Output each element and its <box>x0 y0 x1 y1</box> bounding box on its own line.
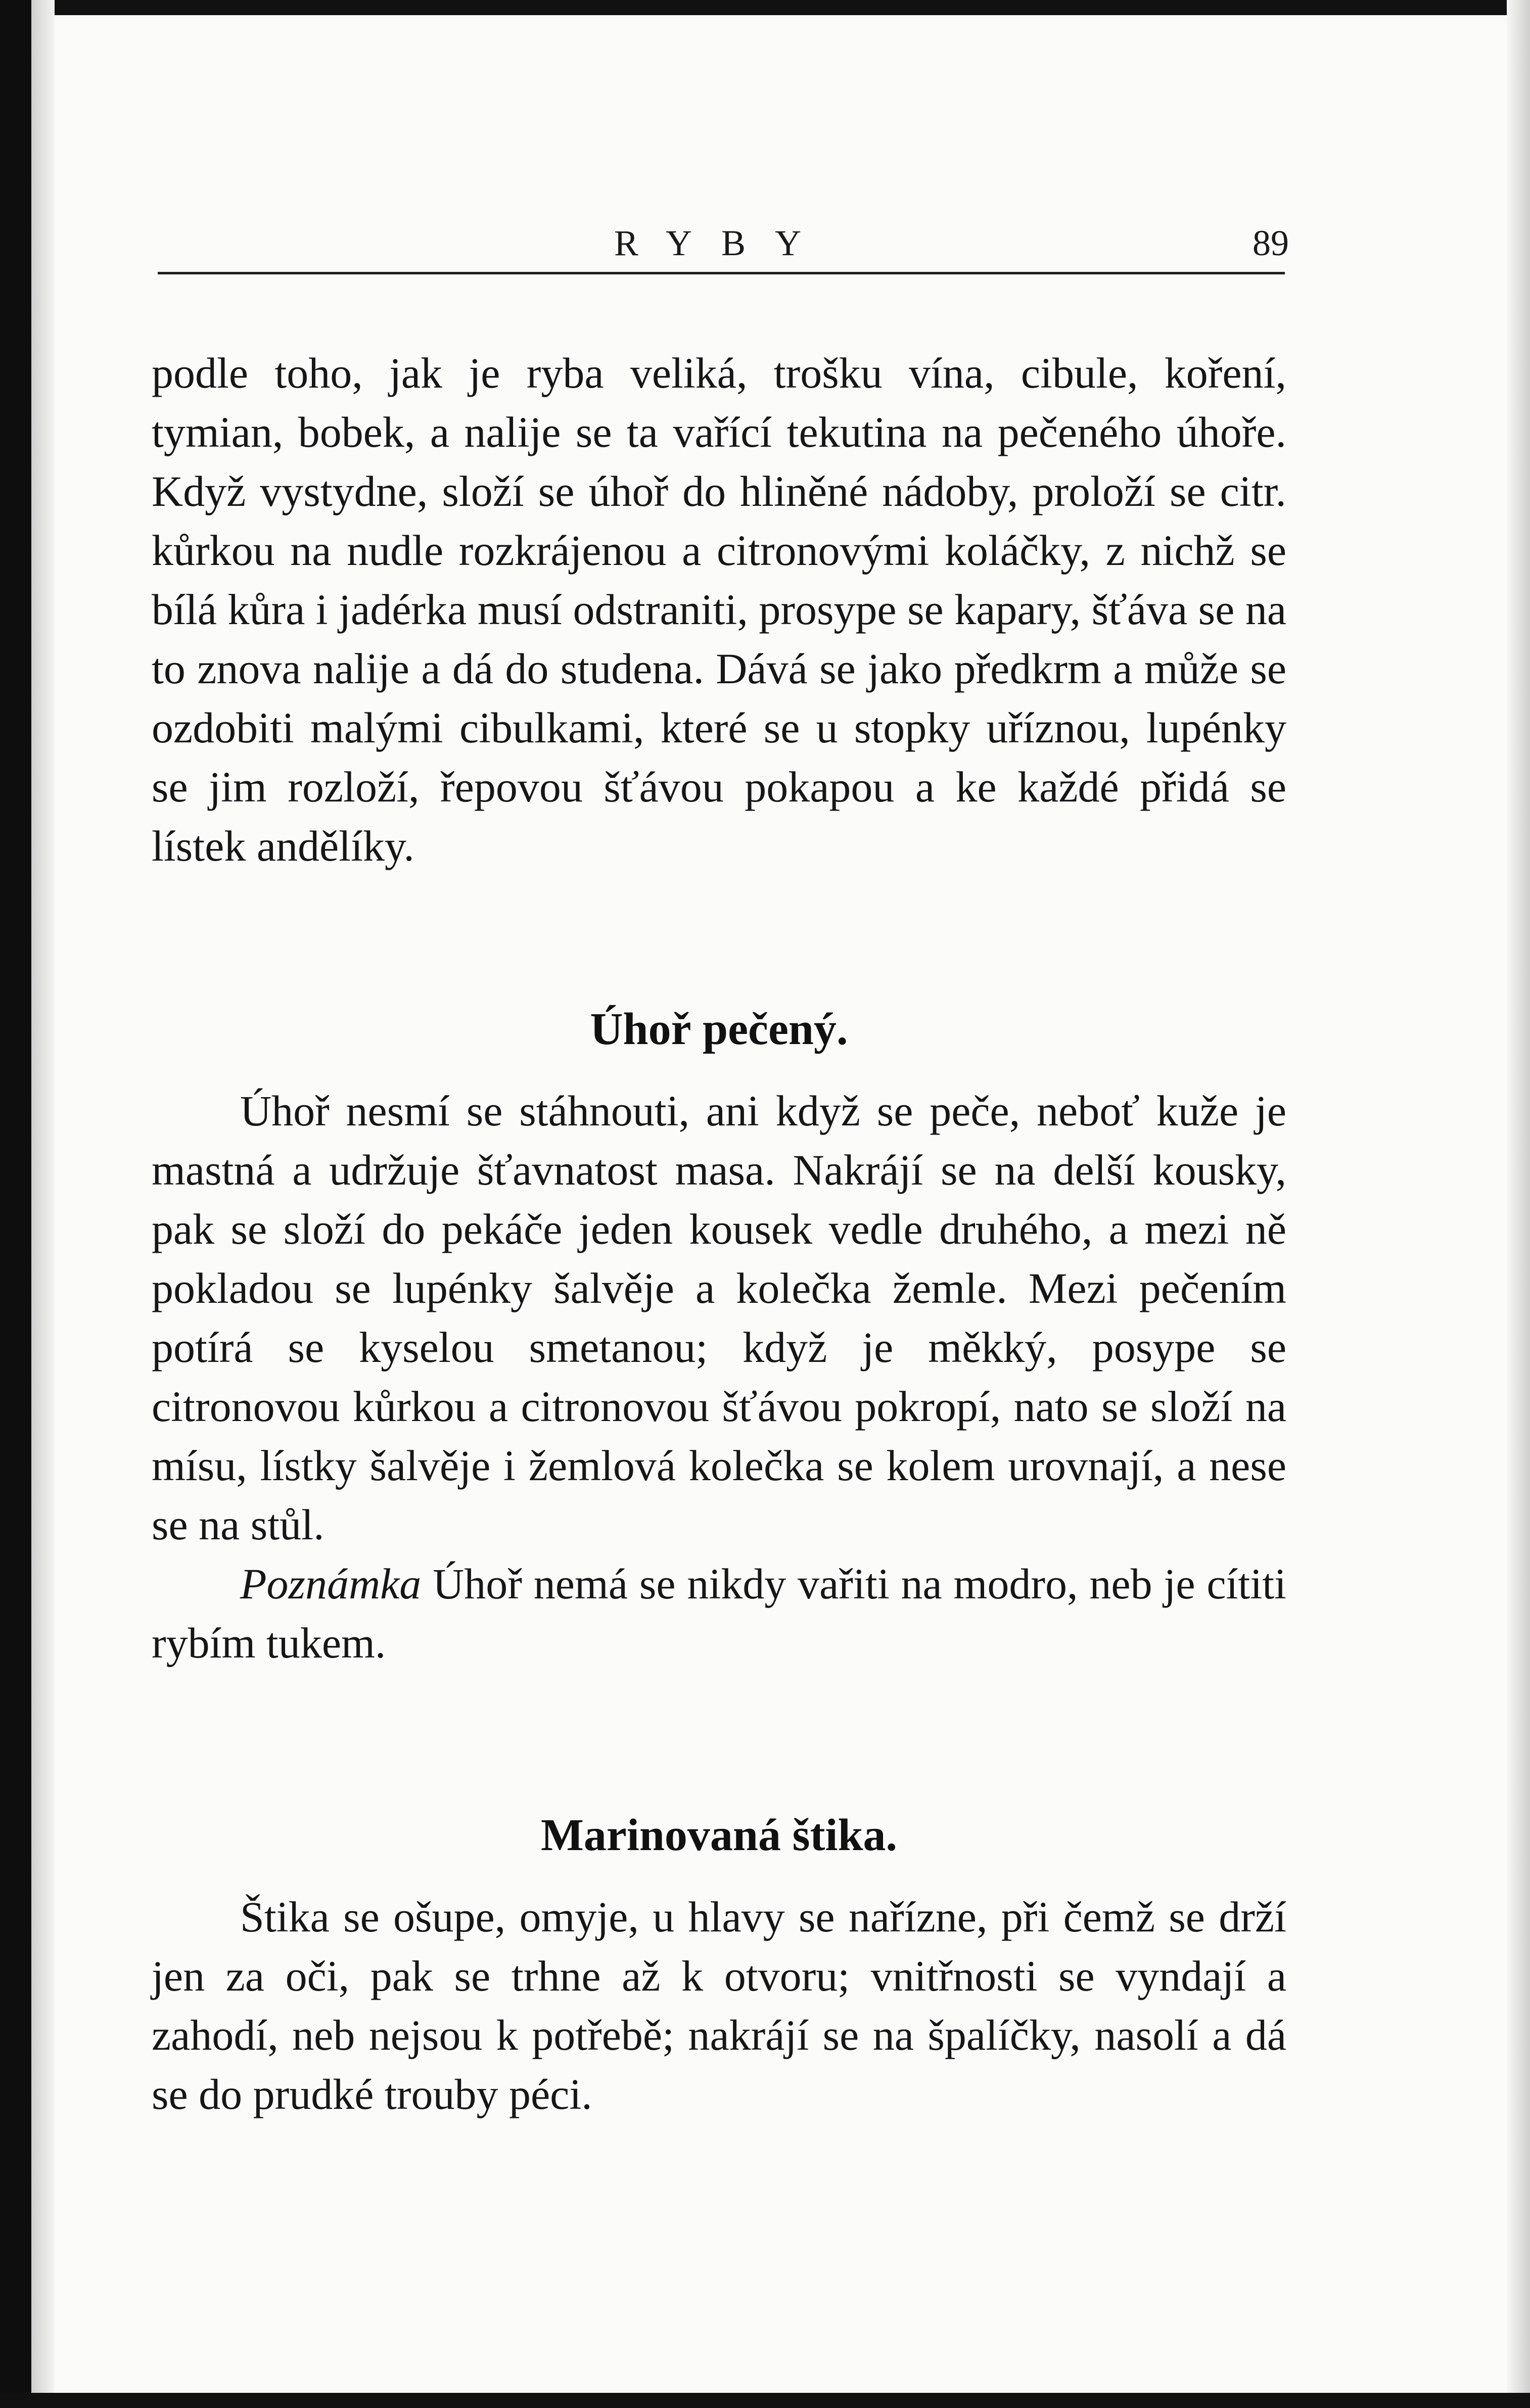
note-label: Poznámka <box>240 1560 422 1608</box>
section-heading-marinovana-stika: Marinovaná štika. <box>540 1810 898 1860</box>
paragraph-text: Úhoř nesmí se stáhnouti, ani když se peče, neboť kuže je mastná a udržuje šťavnatost masa. Nakrájí se na delší kousky, pak se složí do pekáče jeden kousek vedle druhého, a mezi ně pokladou se lupénky šalvěje a kolečka žemle. Mezi pečením potírá se kyselou smetanou; když je měkký, posype se citronovou kůrkou a citronovou šťávou pokropí, nato se složí na mísu, lístky šalvěje i žemlová kolečka se kolem urovnají, a nese se na stůl. <box>152 1087 1286 1549</box>
scan-gutter-shadow <box>31 0 55 2408</box>
scan-edge-right <box>1507 0 1530 2408</box>
paragraph-text: Štika se ošupe, omyje, u hlavy se nařízne, při čemž se drží jen za oči, pak se trhne až k otvoru; vnitřnosti se vyndají a zahodí, neb nejsou k potřebě; nakrájí se na špalíčky, nasolí a dá se do prudké trouby péci. <box>152 1893 1286 2118</box>
page-number: 89 <box>1253 223 1289 263</box>
note-paragraph <box>152 1554 1286 1673</box>
section-heading-uhor-peceny: Úhoř pečený. <box>590 1004 848 1054</box>
section-uhor-peceny-body <box>152 1081 1286 1673</box>
scan-edge-bottom <box>0 2393 1530 2408</box>
running-head: RYBY <box>614 223 831 263</box>
paragraph-text: podle toho, jak je ryba veliká, trošku vína, cibule, koření, tymian, bobek, a nalije se ta vařící tekutina na pečeného úhoře. Když vystydne, složí se úhoř do hliněné nádoby, proloží se citr. kůrkou na nudle rozkrájenou a citronovými koláčky, z nichž se bílá kůra i jadérka musí odstraniti, prosype se kapary, šťáva se na to znova nalije a dá do studena. Dává se jako předkrm a může se ozdobiti malými cibulkami, které se u stopky uříznou, lupénky se jim rozloží, řepovou šťávou pokapou a ke každé přidá se lístek andělíky. <box>152 349 1286 870</box>
continued-paragraph <box>152 344 1286 876</box>
scan-edge-left <box>0 0 31 2408</box>
section-marinovana-stika-body <box>152 1887 1286 2124</box>
scan-edge-top <box>0 0 1530 15</box>
note-text: Úhoř nemá se nikdy vařiti na modro, neb je cítiti rybím tukem. <box>152 1560 1286 1667</box>
header-rule <box>158 272 1285 274</box>
